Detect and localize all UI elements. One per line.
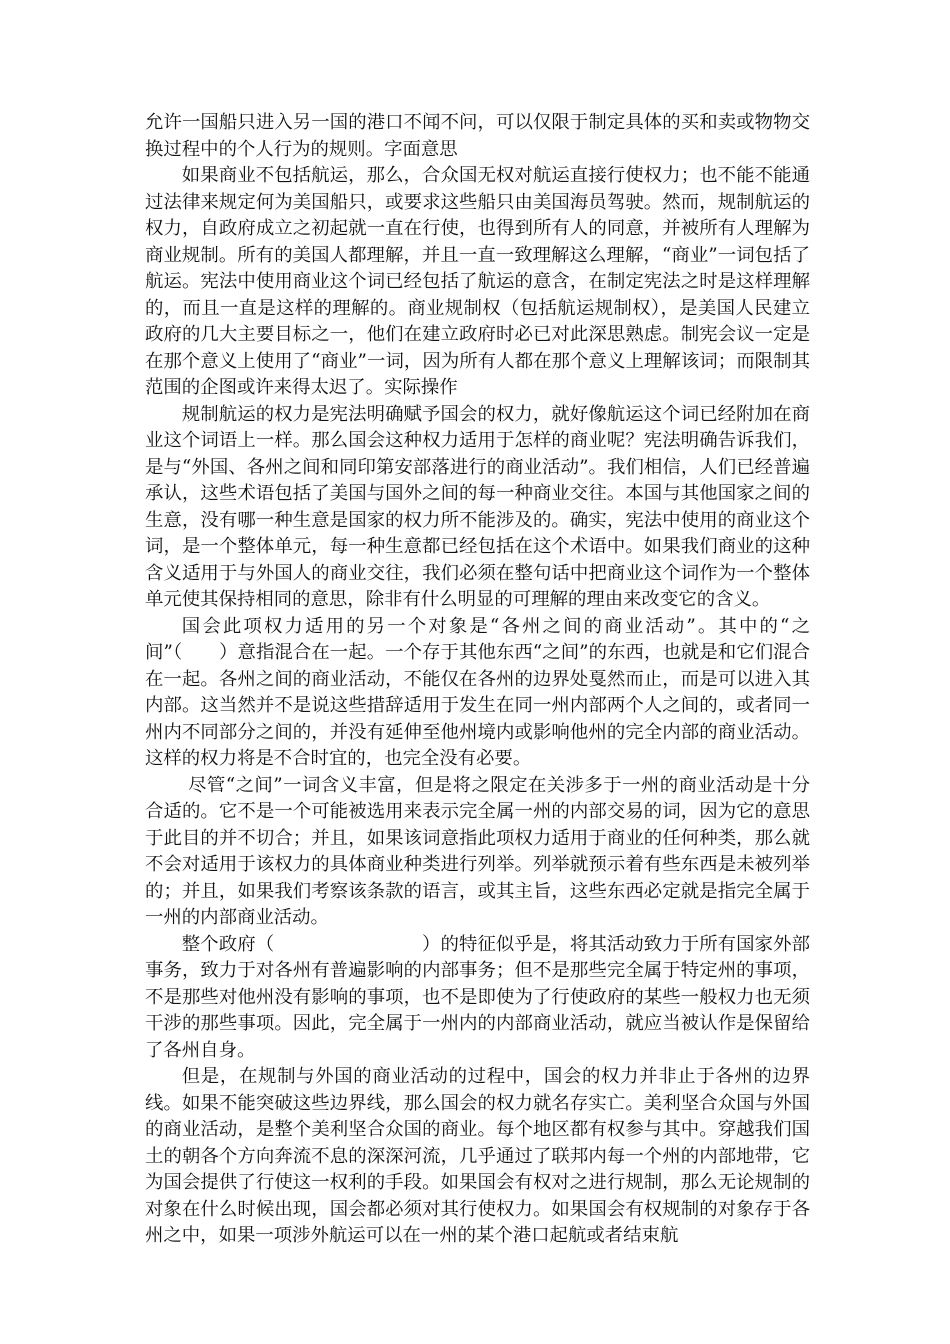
paragraph-7: 但是，在规制与外国的商业活动的过程中，国会的权力并非止于各州的边界线。如果不能突破这些边界线，那么国会的权力就名存实亡。美利坚合众国与外国的商业活动，是整个美利坚合众国的商业。每个地区都有权参与其中。穿越我们国土的朝各个方向奔流不息的深深河流，几乎通过了联邦内每一个州的内部地带，它为国会提供了行使这一权利的手段。如果国会有权对之进行规制，那么无论规制的对象在什么时候出现，国会都必须对其行使权力。如果国会有权规制的对象存于各州之中，如果一项涉外航运可以在一州的某个港口起航或者结束航 [145, 1066, 810, 1246]
paragraph-1: 允许一国船只进入另一国的港口不闻不问，可以仅限于制定具体的买和卖或物物交换过程中的个人行为的规则。字面意思 [145, 112, 810, 160]
paragraph-3: 规制航运的权力是宪法明确赋予国会的权力，就好像航运这个词已经附加在商业这个词语上一样。那么国会这种权力适用于怎样的商业呢？宪法明确告诉我们，是与“外国、各州之间和同印第安部落进行的商业活动”。我们相信，人们已经普遍承认，这些术语包括了美国与国外之间的每一种商业交往。本国与其他国家之间的生意，没有哪一种生意是国家的权力所不能涉及的。确实，宪法中使用的商业这个词，是一个整体单元，每一种生意都已经包括在这个术语中。如果我们商业的这种含义适用于与外国人的商业交往，我们必须在整句话中把商业这个词作为一个整体单元使其保持相同的意思，除非有什么明显的可理解的理由来改变它的含义。 [145, 403, 810, 610]
paragraph-5: 尽管“之间”一词含义丰富，但是将之限定在关涉多于一州的商业活动是十分合适的。它不是一个可能被选用来表示完全属一州的内部交易的词，因为它的意思于此目的并不切合；并且，如果该词意指此项权力适用于商业的任何种类，那么就不会对适用于该权力的具体商业种类进行列举。列举就预示着有些东西是未被列举的；并且，如果我们考察该条款的语言，或其主旨，这些东西必定就是指完全属于一州的内部商业活动。 [145, 774, 810, 928]
paragraph-4: 国会此项权力适用的另一个对象是“各州之间的商业活动”。其中的“之间”（ ）意指混合在一起。一个存于其他东西“之间”的东西，也就是和它们混合在一起。各州之间的商业活动，不能仅在各州的边界处戛然而止，而是可以进入其内部。这当然并不是说这些措辞适用于发生在同一州内部两个人之间的，或者同一州内不同部分之间的，并没有延伸至他州境内或影响他州的完全内部的商业活动。这样的权力将是不合时宜的，也完全没有必要。 [145, 615, 810, 769]
paragraph-6: 整个政府（ ）的特征似乎是，将其活动致力于所有国家外部事务，致力于对各州有普遍影响的内部事务；但不是那些完全属于特定州的事项，不是那些对他州没有影响的事项，也不是即使为了行使政府的某些一般权力也无须干涉的那些事项。因此，完全属于一州内的内部商业活动，就应当被认作是保留给了各州自身。 [145, 933, 810, 1061]
paragraph-2: 如果商业不包括航运，那么，合众国无权对航运直接行使权力；也不能不能通过法律来规定何为美国船只，或要求这些船只由美国海员驾驶。然而，规制航运的权力，自政府成立之初起就一直在行使，也得到所有人的同意，并被所有人理解为商业规制。所有的美国人都理解，并且一直一致理解这么理解，“商业”一词包括了航运。宪法中使用商业这个词已经包括了航运的意含，在制定宪法之时是这样理解的，而且一直是这样的理解的。商业规制权（包括航运规制权），是美国人民建立政府的几大主要目标之一，他们在建立政府时必已对此深思熟虑。制宪会议一定是在那个意义上使用了“商业”一词，因为所有人都在那个意义上理解该词；而限制其范围的企图或许来得太迟了。实际操作 [145, 165, 810, 398]
document-page [145, 110, 810, 1250]
